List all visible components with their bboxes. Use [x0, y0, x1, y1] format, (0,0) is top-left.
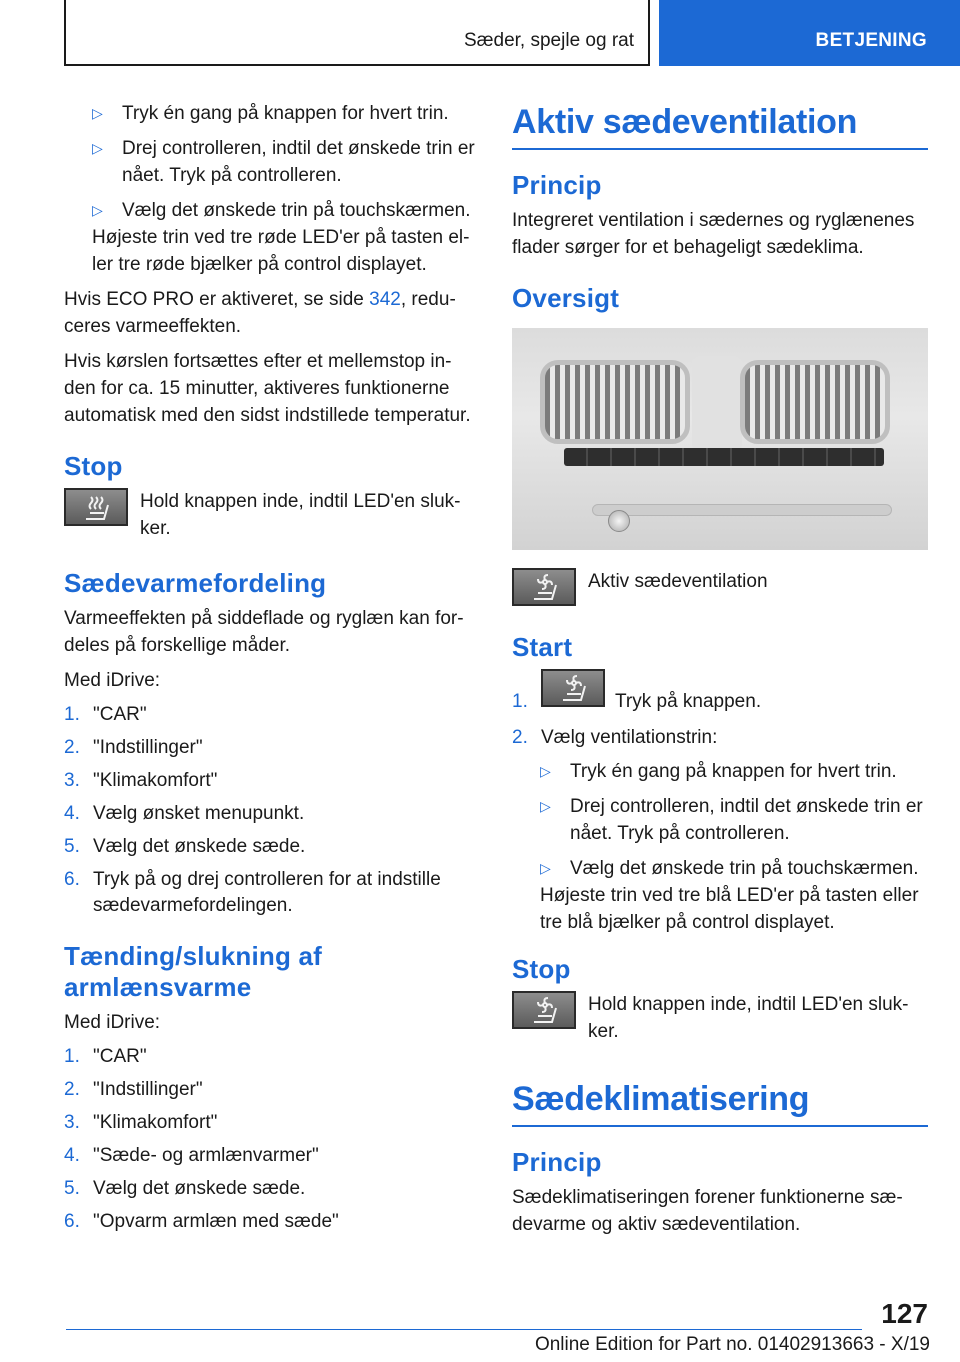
list-item: 3. "Klimakomfort" — [64, 1112, 218, 1133]
seat-heating-icon — [64, 488, 128, 526]
page-number: 127 — [881, 1298, 928, 1329]
left-column — [64, 100, 479, 1243]
list-item: ▷ Tryk én gang på knappen for hvert trin. — [512, 758, 928, 785]
triangle-bullet-icon: ▷ — [92, 202, 103, 218]
distribution-steps — [64, 702, 479, 919]
footer-edition: Online Edition for Part no. 01402913663 - X/19 — [534, 1334, 930, 1355]
header-chapter-box — [64, 0, 650, 66]
eco-pro-note: Hvis ECO PRO er aktiveret, se side 342, redu-ceres varmeeffekten. — [64, 289, 456, 337]
list-item: 2. "Indstillinger" — [64, 1079, 203, 1100]
right-column — [512, 102, 928, 1246]
triangle-bullet-icon: ▷ — [92, 105, 103, 121]
princip-heading: Princip — [512, 170, 602, 200]
distribution-heading: Sædevarmefordeling — [64, 568, 327, 598]
idrive-label: Med iDrive: — [64, 670, 161, 691]
list-item: ▷ Drej controlleren, indtil det ønskede trin er nået. Tryk på controlleren. — [512, 793, 928, 847]
climate-main-heading: Sædeklimatisering — [512, 1079, 928, 1127]
page-link-342[interactable]: 342 — [369, 289, 401, 310]
climate-text: Sædeklimatiseringen forener funktionerne sæ-devarme og aktiv sædeventilation. — [512, 1187, 903, 1235]
start-heading: Start — [512, 632, 573, 662]
list-item: 6. "Opvarm armlæn med sæde" — [64, 1211, 339, 1232]
list-item: 3. "Klimakomfort" — [64, 770, 218, 791]
vent-step-list — [512, 758, 928, 882]
vent-stop-text: Hold knappen inde, indtil LED'en sluk-ker. — [588, 994, 909, 1042]
triangle-bullet-icon: ▷ — [540, 798, 551, 814]
header-section-tab — [659, 0, 960, 66]
oversigt-heading: Oversigt — [512, 283, 620, 313]
list-item: 2. "Indstillinger" — [64, 737, 203, 758]
vent-stop-heading: Stop — [512, 954, 571, 984]
triangle-bullet-icon: ▷ — [92, 140, 103, 156]
footer-divider — [66, 1329, 862, 1330]
heat-step-list — [64, 100, 479, 224]
climate-button-bar — [564, 448, 884, 466]
list-item: 1. "CAR" — [64, 1046, 147, 1067]
stop-text: Hold knappen inde, indtil LED'en sluk-ker. — [140, 491, 461, 539]
list-item: 5. Vælg det ønskede sæde. — [64, 1178, 306, 1199]
left-air-vent — [540, 360, 690, 444]
volume-knob — [608, 510, 630, 532]
triangle-bullet-icon: ▷ — [540, 860, 551, 876]
vent-stop-row — [512, 991, 928, 1045]
distribution-intro: Varmeeffekten på siddeflade og ryglæn kan for-deles på forskellige måder. — [64, 608, 464, 656]
climate-princip-heading: Princip — [512, 1147, 602, 1177]
princip-text: Integreret ventilation i sædernes og ryglænenes flader sørger for et behageligt sædeklima. — [512, 210, 915, 258]
start-steps — [512, 669, 928, 751]
dashboard-vent-photo — [512, 328, 928, 550]
armrest-heading: Tænding/slukning af armlænsvarme — [64, 941, 323, 1002]
max-level-note: Højeste trin ved tre røde LED'er på tasten el-ler tre røde bjælker på control displayet. — [92, 227, 470, 275]
auto-resume-note: Hvis kørslen fortsættes efter et mellemstop in-den for ca. 15 minutter, aktiveres funktionerne automatisk med den sidst indstillede temperatur. — [64, 351, 471, 426]
right-air-vent — [740, 360, 890, 444]
armrest-steps — [64, 1044, 479, 1235]
seat-ventilation-icon — [512, 991, 576, 1029]
list-item: 2. Vælg ventilationstrin: — [512, 727, 718, 748]
list-item: 6. Tryk på og drej controlleren for at indstille sædevarmefordelingen. — [64, 869, 441, 916]
seat-ventilation-icon — [541, 669, 605, 707]
list-item: 1. "CAR" — [64, 704, 147, 725]
list-item: ▷ Drej controlleren, indtil det ønskede trin er nået. Tryk på controlleren. — [64, 135, 479, 189]
list-item: 4. "Sæde- og armlænvarmer" — [64, 1145, 319, 1166]
list-item: ▷ Vælg det ønskede trin på touchskærmen. — [64, 197, 479, 224]
list-item: ▷ Vælg det ønskede trin på touchskærmen. — [512, 855, 928, 882]
seat-ventilation-icon — [512, 568, 576, 606]
ventilation-icon-caption: Aktiv sædeventilation — [588, 571, 768, 592]
vent-max-note: Højeste trin ved tre blå LED'er på tasten eller tre blå bjælker på control displayet. — [540, 885, 919, 933]
stop-heading: Stop — [64, 451, 123, 481]
ventilation-main-heading: Aktiv sædeventilation — [512, 102, 928, 150]
triangle-bullet-icon: ▷ — [540, 763, 551, 779]
chapter-title: Sæder, spejle og rat — [463, 30, 634, 51]
section-title: BETJENING — [815, 30, 927, 51]
stop-row — [64, 488, 479, 542]
list-item: 4. Vælg ønsket menupunkt. — [64, 803, 305, 824]
list-item: ▷ Tryk én gang på knappen for hvert trin. — [64, 100, 479, 127]
armrest-idrive-label: Med iDrive: — [64, 1012, 161, 1033]
list-item: 1. Tryk på knappen. — [512, 669, 928, 715]
ventilation-icon-row — [512, 568, 928, 606]
list-item: 5. Vælg det ønskede sæde. — [64, 836, 306, 857]
